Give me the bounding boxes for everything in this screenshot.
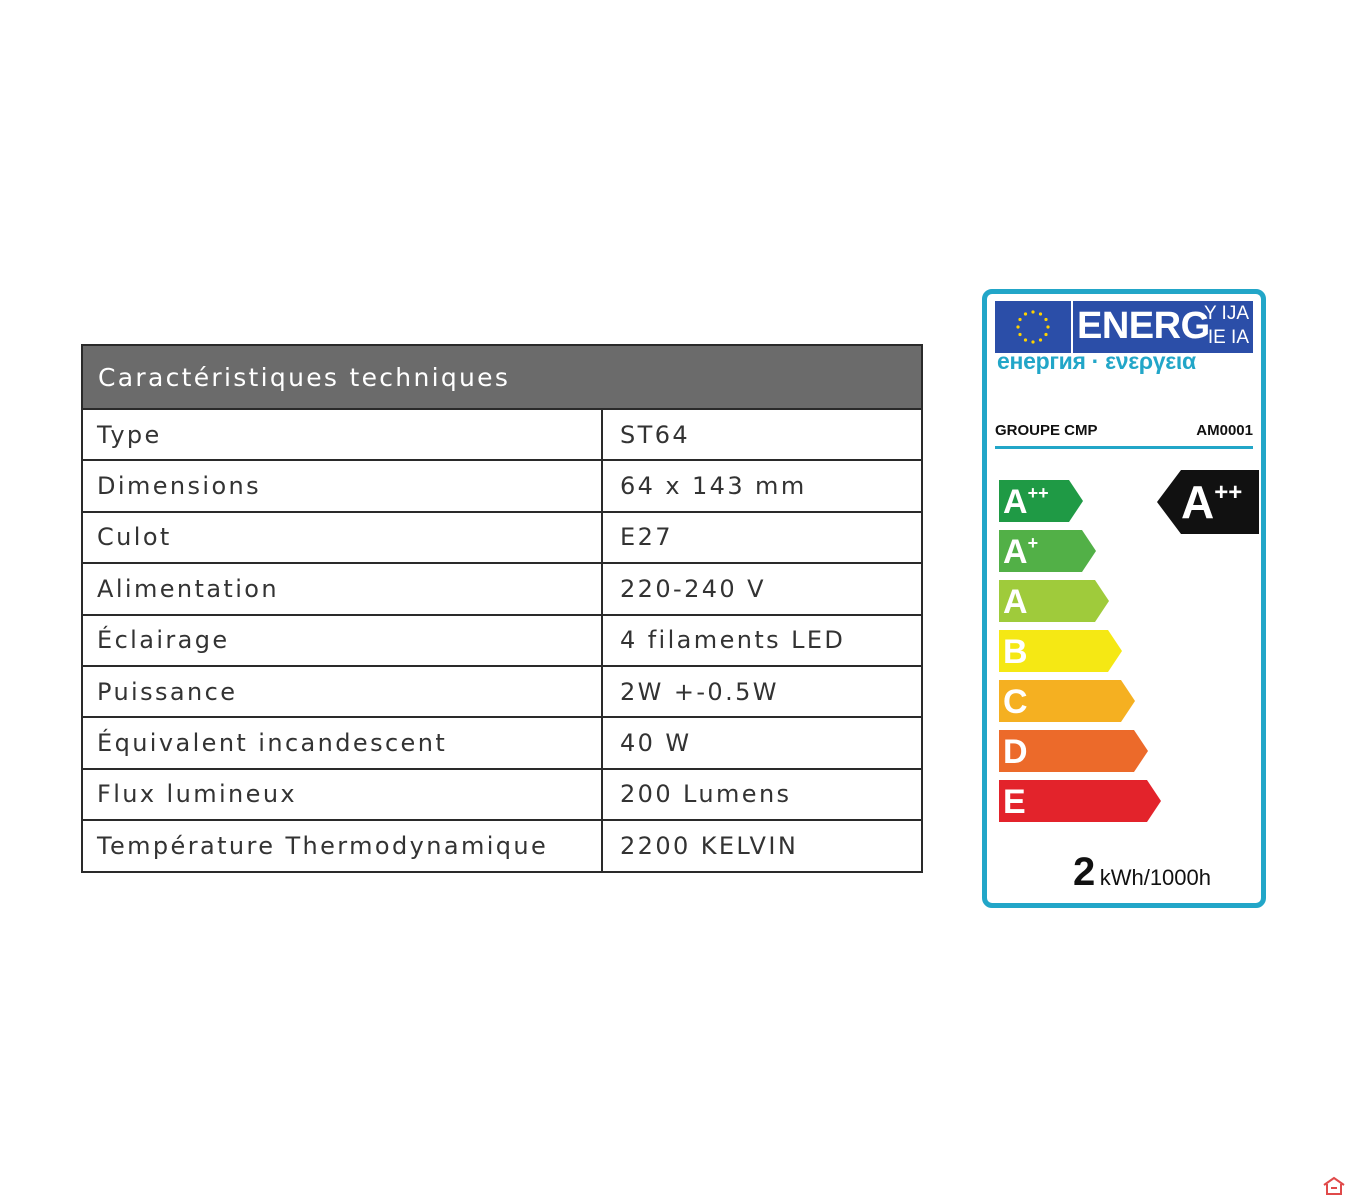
class-letter: C xyxy=(1003,683,1028,721)
energ-suffix-2: IE IA xyxy=(1207,327,1249,348)
consumption-unit: kWh/1000h xyxy=(1099,865,1211,890)
table-row xyxy=(83,821,921,870)
class-arrow-7 xyxy=(999,780,1161,822)
row-label: Alimentation xyxy=(83,564,603,613)
row-value: 2W +-0.5W xyxy=(620,677,779,706)
table-row xyxy=(83,718,921,769)
energy-banner xyxy=(1073,301,1253,353)
row-label: Éclairage xyxy=(83,616,603,665)
class-arrow-5 xyxy=(999,680,1135,722)
table-row xyxy=(83,667,921,718)
rating-indicator xyxy=(1157,470,1259,534)
consumption-value: 2 xyxy=(1073,850,1096,894)
row-label: Température Thermodynamique xyxy=(83,821,603,870)
table-row xyxy=(83,513,921,564)
table-row xyxy=(83,616,921,667)
row-value: E27 xyxy=(620,523,673,552)
energ-suffix-1: Y IJA xyxy=(1203,303,1249,324)
table-row xyxy=(83,461,921,512)
class-letter: B xyxy=(1003,633,1028,671)
supplier-name: GROUPE CMP xyxy=(995,422,1098,439)
row-label: Type xyxy=(83,410,603,459)
energ-text: ENERG xyxy=(1077,305,1210,347)
energy-subtitle: енергия · ενεργεια xyxy=(997,348,1196,374)
rating-letter: A++ xyxy=(1181,476,1243,528)
class-arrow-1 xyxy=(999,480,1083,522)
consumption xyxy=(1073,850,1211,895)
class-letter: A++ xyxy=(1003,483,1049,521)
spec-table xyxy=(81,344,923,873)
row-label: Dimensions xyxy=(83,461,603,510)
spec-table-title: Caractéristiques techniques xyxy=(83,346,921,410)
row-value: 200 Lumens xyxy=(620,780,792,809)
row-label: Culot xyxy=(83,513,603,562)
row-value: ST64 xyxy=(620,420,691,449)
class-letter: E xyxy=(1003,783,1026,821)
house-logo-icon xyxy=(1322,1176,1346,1196)
class-arrow-6 xyxy=(999,730,1148,772)
model-number: AM0001 xyxy=(1196,422,1253,439)
class-letter: A xyxy=(1003,583,1028,621)
row-value: 40 W xyxy=(620,729,692,758)
table-row xyxy=(83,770,921,821)
eu-flag-icon xyxy=(995,301,1071,353)
row-label: Flux lumineux xyxy=(83,770,603,819)
energy-label-header xyxy=(995,301,1253,353)
class-letter: D xyxy=(1003,733,1028,771)
efficiency-scale xyxy=(999,480,1169,830)
class-arrow-4 xyxy=(999,630,1122,672)
row-label: Puissance xyxy=(83,667,603,716)
row-value: 2200 KELVIN xyxy=(620,831,799,860)
divider xyxy=(995,446,1253,449)
class-letter: A+ xyxy=(1003,533,1039,571)
row-value: 64 x 143 mm xyxy=(620,472,807,501)
table-row xyxy=(83,410,921,461)
table-row xyxy=(83,564,921,615)
class-arrow-2 xyxy=(999,530,1096,572)
row-label: Équivalent incandescent xyxy=(83,718,603,767)
row-value: 220-240 V xyxy=(620,574,766,603)
energy-label xyxy=(982,289,1266,908)
row-value: 4 filaments LED xyxy=(620,626,846,655)
class-arrow-3 xyxy=(999,580,1109,622)
